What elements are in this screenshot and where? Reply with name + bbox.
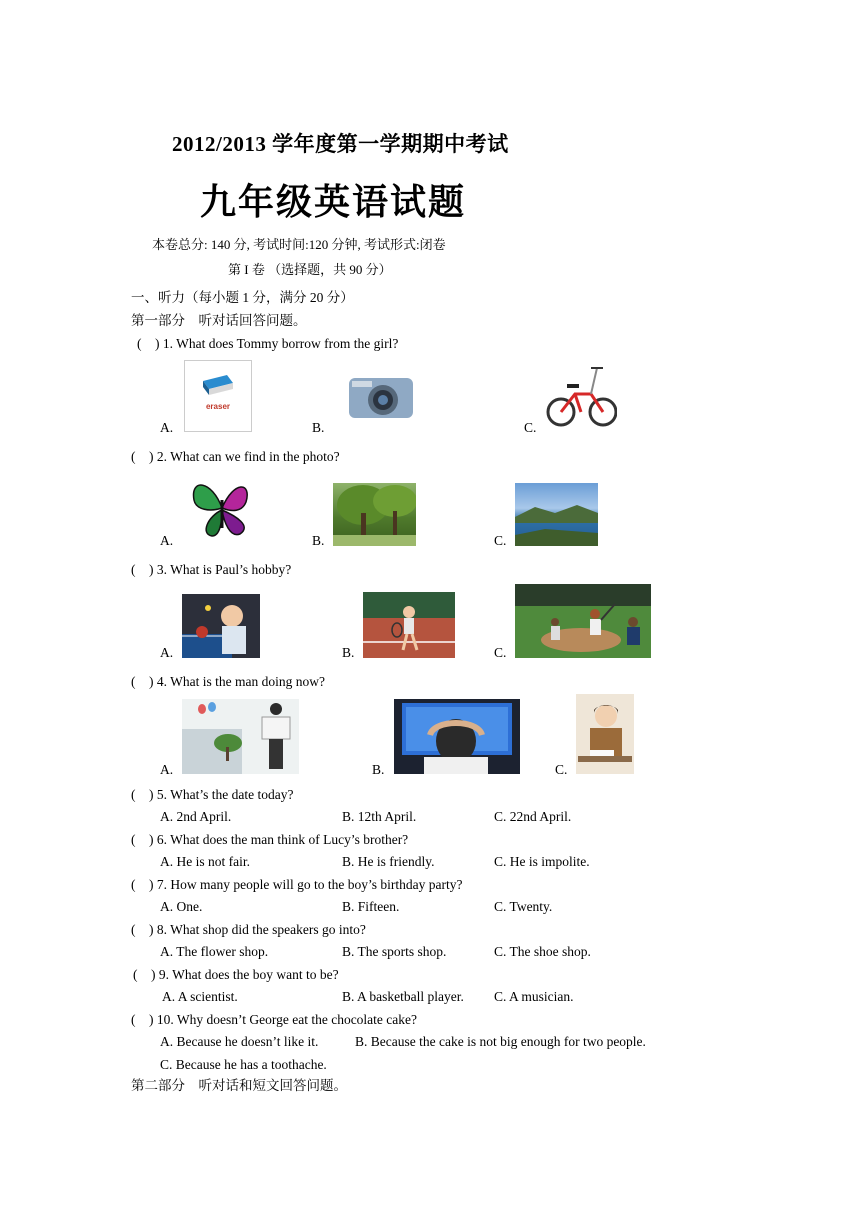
svg-text:eraser: eraser: [205, 402, 231, 411]
q8-option-c: C. The shoe shop.: [494, 944, 591, 959]
q5-option-b: B. 12th April.: [342, 809, 417, 824]
question-5: ( ) 5. What’s the date today?: [131, 787, 294, 802]
q6-option-b: B. He is friendly.: [342, 854, 435, 869]
q10-option-a: A. Because he doesn’t like it.: [160, 1034, 319, 1049]
question-6: ( ) 6. What does the man think of Lucy’s brother?: [131, 832, 409, 847]
lake-image: [515, 483, 598, 546]
q1-option-c: C.: [524, 420, 537, 435]
butterfly-image: [182, 470, 260, 546]
q4-option-b: B.: [372, 762, 385, 777]
exam-title: 2012/2013 学年度第一学期期中考试: [172, 132, 509, 156]
subject-title: 九年级英语试题: [200, 182, 467, 223]
question-10: ( ) 10. Why doesn’t George eat the chocolate cake?: [131, 1012, 418, 1027]
eraser-image: [184, 360, 252, 432]
q8-option-b: B. The sports shop.: [342, 944, 447, 959]
q7-option-c: C. Twenty.: [494, 899, 553, 914]
q2-option-a: A.: [160, 533, 174, 548]
question-2: ( ) 2. What can we find in the photo?: [131, 449, 340, 464]
q3-option-a: A.: [160, 645, 174, 660]
question-7: ( ) 7. How many people will go to the boy’s birthday party?: [131, 877, 463, 892]
part-two-title: 第二部分 听对话和短文回答问题。: [131, 1078, 347, 1093]
part-one-title: 第一部分 听对话回答问题。: [131, 313, 307, 328]
question-8: ( ) 8. What shop did the speakers go into?: [131, 922, 366, 937]
forest-image: [333, 483, 416, 546]
baseball-image: [515, 584, 651, 658]
q1-option-a: A.: [160, 420, 174, 435]
q2-option-b: B.: [312, 533, 325, 548]
q3-option-c: C.: [494, 645, 507, 660]
q2-option-c: C.: [494, 533, 507, 548]
q10-option-c: C. Because he has a toothache.: [160, 1057, 327, 1072]
question-4: ( ) 4. What is the man doing now?: [131, 674, 325, 689]
bicycle-image: [545, 362, 617, 432]
q4-option-a: A.: [160, 762, 174, 777]
q7-option-a: A. One.: [160, 899, 203, 914]
question-9: ( ) 9. What does the boy want to be?: [133, 967, 339, 982]
q7-option-b: B. Fifteen.: [342, 899, 400, 914]
q3-option-b: B.: [342, 645, 355, 660]
studying-image: [576, 694, 634, 774]
q6-option-c: C. He is impolite.: [494, 854, 590, 869]
q9-option-c: C. A musician.: [494, 989, 574, 1004]
q6-option-a: A. He is not fair.: [160, 854, 250, 869]
q5-option-c: C. 22nd April.: [494, 809, 572, 824]
camera-image: [346, 372, 416, 422]
volume-info: 第 I 卷 （选择题，共 90 分）: [228, 262, 392, 277]
exam-info: 本卷总分: 140 分, 考试时间:120 分钟, 考试形式:闭卷: [152, 237, 446, 252]
tennis-image: [363, 592, 455, 658]
reading-newspaper-image: [182, 699, 299, 774]
question-3: ( ) 3. What is Paul’s hobby?: [131, 562, 292, 577]
section-title: 一、听力（每小题 1 分，满分 20 分）: [131, 290, 354, 305]
table-tennis-image: [182, 594, 260, 658]
q9-option-b: B. A basketball player.: [342, 989, 464, 1004]
q8-option-a: A. The flower shop.: [160, 944, 269, 959]
q5-option-a: A. 2nd April.: [160, 809, 232, 824]
watching-tv-image: [394, 699, 520, 774]
q1-option-b: B.: [312, 420, 325, 435]
question-1: ( ) 1. What does Tommy borrow from the girl?: [137, 336, 399, 351]
q9-option-a: A. A scientist.: [162, 989, 238, 1004]
q4-option-c: C.: [555, 762, 568, 777]
q10-option-b: B. Because the cake is not big enough for two people.: [355, 1034, 646, 1049]
